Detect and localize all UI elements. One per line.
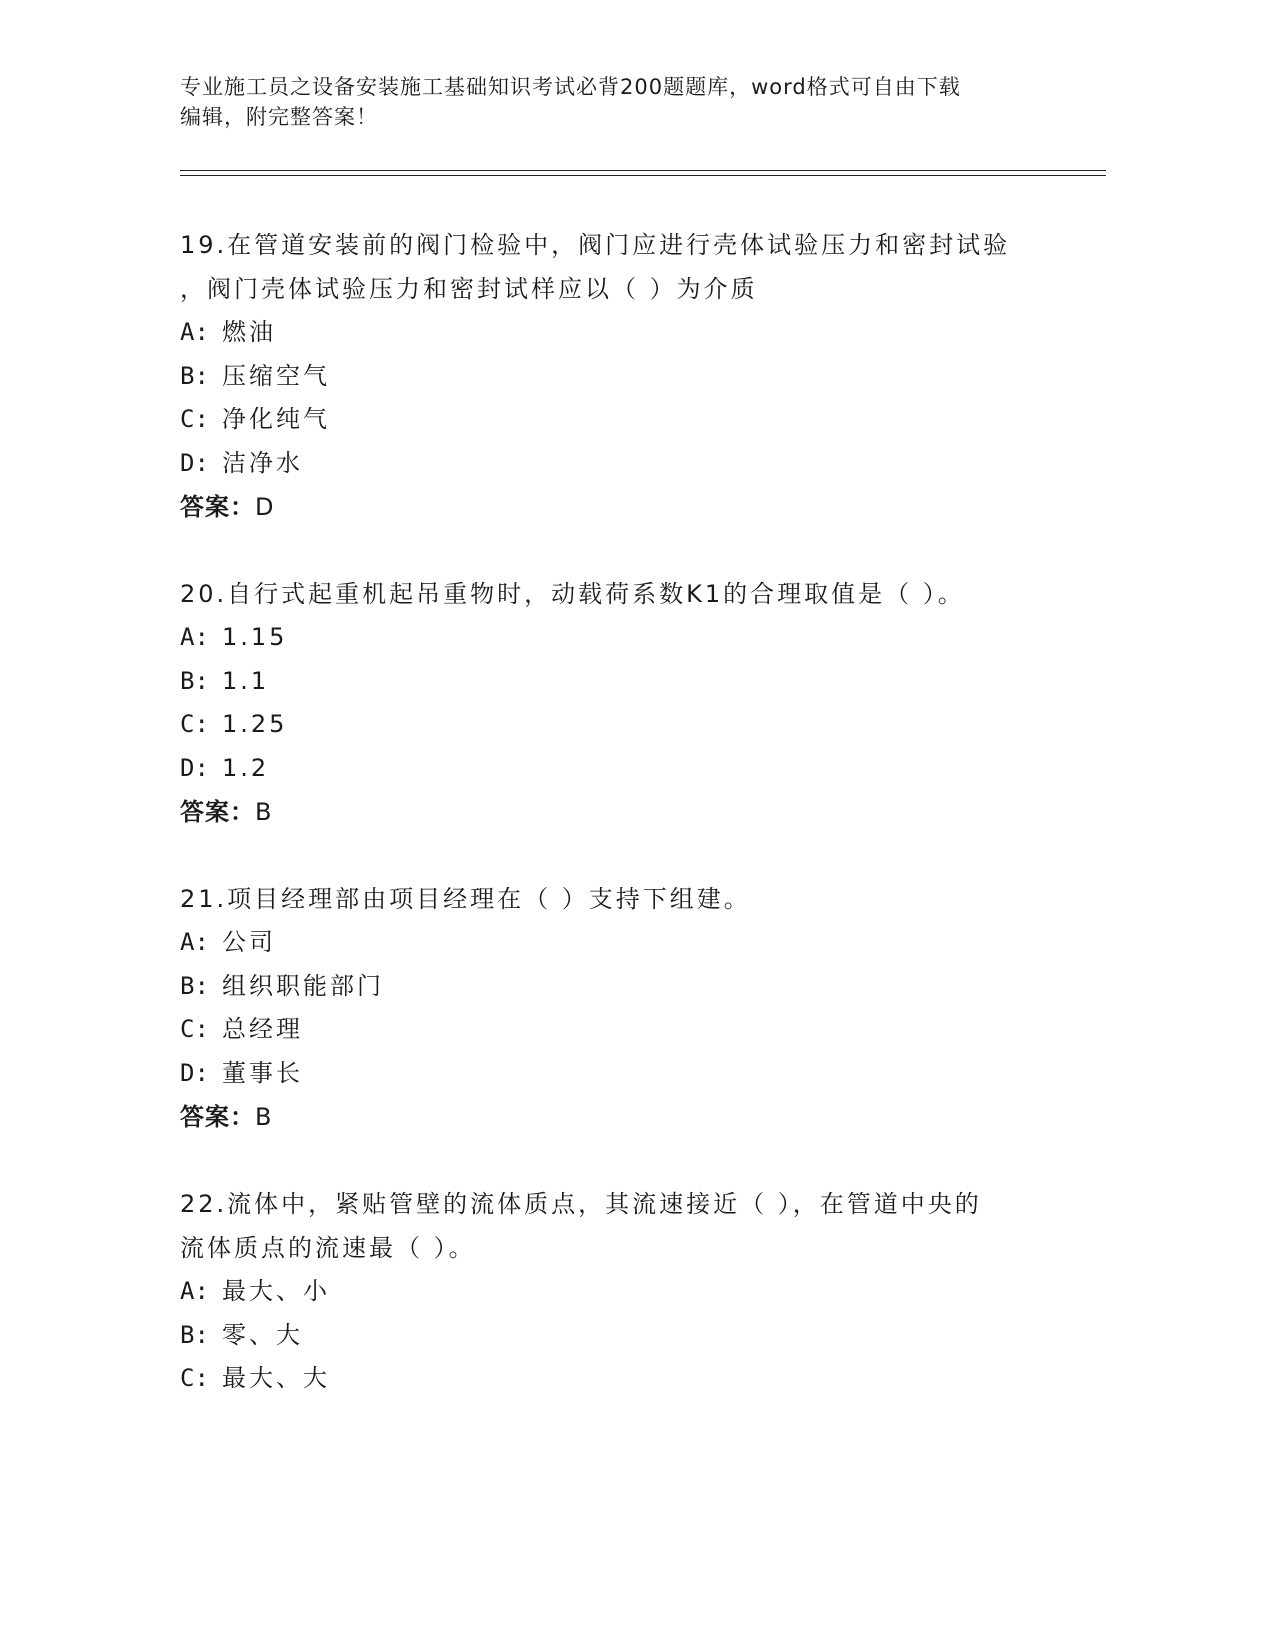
question-22	[180, 1182, 1060, 1401]
option-label: A:	[180, 318, 209, 346]
option-text: 组织职能部门	[222, 971, 384, 1000]
question-21	[180, 877, 1060, 1139]
option-label: C:	[180, 405, 209, 433]
option-label: B:	[180, 1320, 209, 1349]
option-label: A:	[180, 623, 209, 651]
option-text: 最大、小	[222, 1277, 330, 1305]
option-d	[180, 442, 1060, 486]
answer-value: B	[255, 1103, 273, 1131]
option-text: 总经理	[222, 1015, 303, 1043]
answer-value: D	[255, 493, 275, 521]
answer-label: 答案：	[180, 1103, 255, 1131]
option-label: B:	[180, 666, 209, 695]
option-a	[180, 616, 1060, 660]
question-stem-continued: 流体质点的流速最（ ）。	[180, 1234, 476, 1262]
option-text: 1.25	[222, 710, 288, 738]
option-c	[180, 398, 1060, 442]
option-b	[180, 660, 1060, 704]
option-label: A:	[180, 1277, 209, 1305]
option-c	[180, 1357, 1060, 1401]
option-text: 最大、大	[222, 1364, 330, 1392]
option-text: 净化纯气	[222, 405, 330, 433]
option-text: 零、大	[222, 1320, 303, 1349]
option-c	[180, 703, 1060, 747]
option-d	[180, 747, 1060, 791]
header-divider-top	[180, 170, 1106, 171]
option-label: B:	[180, 971, 209, 1000]
document-header	[180, 72, 1060, 132]
answer-line	[180, 1095, 1060, 1139]
option-a	[180, 921, 1060, 965]
question-19	[180, 223, 1060, 529]
option-a	[180, 311, 1060, 355]
answer-line	[180, 485, 1060, 529]
option-label: D:	[180, 448, 209, 477]
option-label: A:	[180, 928, 209, 956]
option-text: 燃油	[222, 318, 276, 346]
header-divider-bottom	[180, 175, 1106, 176]
question-stem: 21.项目经理部由项目经理在（ ）支持下组建。	[180, 885, 751, 913]
option-text: 1.2	[222, 753, 270, 782]
question-stem: 22.流体中，紧贴管壁的流体质点，其流速接近（ ），在管道中央的	[180, 1190, 982, 1218]
question-stem-continued: ，阀门壳体试验压力和密封试样应以（ ）为介质	[180, 275, 758, 303]
answer-line	[180, 790, 1060, 834]
question-20	[180, 572, 1060, 834]
option-b	[180, 1314, 1060, 1358]
option-b	[180, 355, 1060, 399]
option-label: C:	[180, 710, 209, 738]
option-text: 董事长	[222, 1058, 303, 1087]
answer-value: B	[255, 798, 273, 826]
option-text: 压缩空气	[222, 361, 330, 390]
option-text: 1.1	[222, 666, 270, 695]
option-label: C:	[180, 1364, 209, 1392]
answer-label: 答案：	[180, 798, 255, 826]
option-b	[180, 965, 1060, 1009]
option-a	[180, 1270, 1060, 1314]
header-title-line-1: 专业施工员之设备安装施工基础知识考试必背200题题库，word格式可自由下载	[180, 75, 961, 99]
question-stem: 20.自行式起重机起吊重物时，动载荷系数K1的合理取值是（ ）。	[180, 580, 965, 608]
option-c	[180, 1008, 1060, 1052]
option-label: D:	[180, 1058, 209, 1087]
option-text: 1.15	[222, 623, 288, 651]
option-label: D:	[180, 753, 209, 782]
option-label: C:	[180, 1015, 209, 1043]
option-text: 洁净水	[222, 448, 303, 477]
header-title-line-2: 编辑，附完整答案！	[180, 105, 378, 129]
question-stem: 19.在管道安装前的阀门检验中，阀门应进行壳体试验压力和密封试验	[180, 231, 1011, 259]
option-d	[180, 1052, 1060, 1096]
option-label: B:	[180, 361, 209, 390]
option-text: 公司	[222, 928, 276, 956]
answer-label: 答案：	[180, 493, 255, 521]
